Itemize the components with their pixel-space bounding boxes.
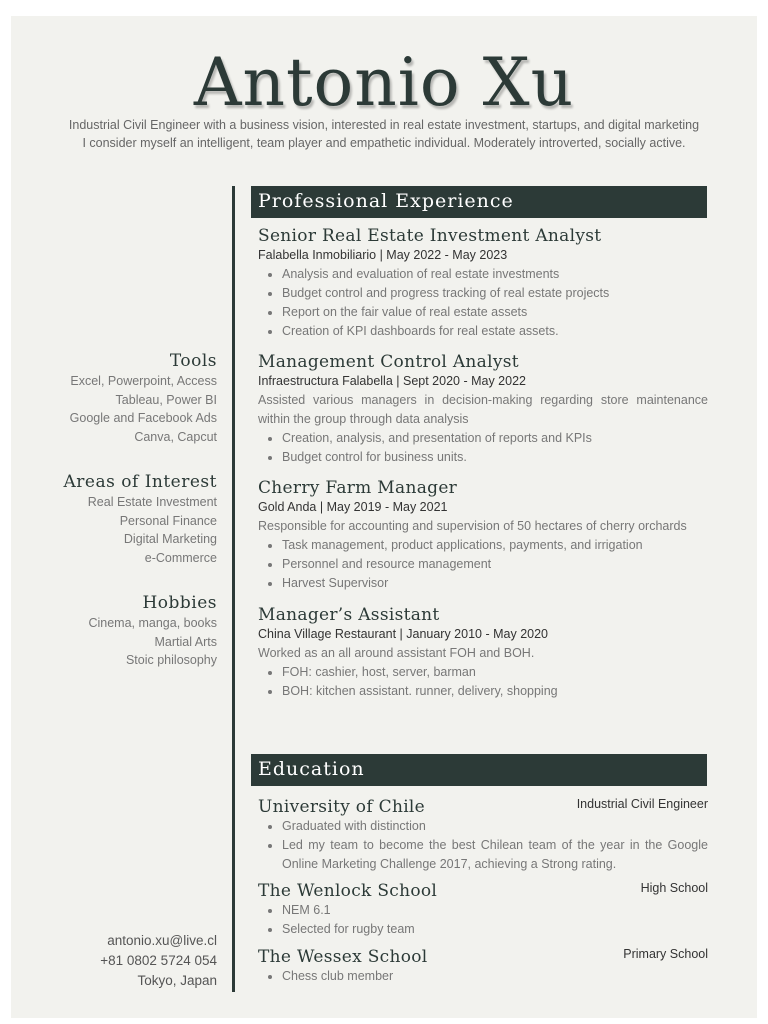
- list-item: NEM 6.1: [258, 901, 708, 920]
- list-item: Report on the fair value of real estate assets: [258, 303, 708, 322]
- list-item: Task management, product applications, payments, and irrigation: [258, 536, 708, 555]
- email-link[interactable]: antonio.xu@live.cl: [107, 933, 217, 948]
- degree-label: High School: [640, 881, 708, 895]
- school-name: The Wessex School: [258, 947, 428, 967]
- job-entry: [258, 352, 708, 467]
- education-entry: [258, 881, 708, 939]
- education-entry: [258, 947, 708, 986]
- list-item: Digital Marketing: [123, 532, 217, 546]
- job-subtitle: Infraestructura Falabella | Sept 2020 - May 2022: [258, 374, 526, 388]
- list-item: e-Commerce: [144, 550, 217, 565]
- school-name: The Wenlock School: [258, 881, 438, 901]
- job-subtitle: Falabella Inmobiliario | May 2022 - May 2023: [258, 248, 508, 262]
- section-title: Education: [258, 758, 365, 780]
- phone-number: +81 0802 5724 054: [100, 953, 217, 968]
- job-subtitle: Gold Anda | May 2019 - May 2021: [258, 500, 448, 514]
- list-item: Analysis and evaluation of real estate investments: [258, 265, 708, 284]
- list-item: Real Estate Investment: [87, 495, 217, 509]
- hobbies-section: [0, 592, 217, 670]
- education-entry: [258, 797, 708, 874]
- list-item: Cinema, manga, books: [88, 616, 217, 630]
- list-item: Selected for rugby team: [258, 920, 708, 939]
- resume-name: Antonio Xu: [193, 44, 575, 121]
- list-item: Personal Finance: [119, 513, 217, 528]
- tools-section: [0, 350, 217, 446]
- job-description: Responsible for accounting and supervision of 50 hectares of cherry orchards: [258, 519, 687, 533]
- list-item: Personnel and resource management: [258, 555, 708, 574]
- job-entry: [258, 605, 708, 701]
- job-entry: [258, 226, 708, 341]
- job-title: Manager’s Assistant: [258, 605, 440, 625]
- list-item: Graduated with distinction: [258, 817, 708, 836]
- list-item: Harvest Supervisor: [258, 574, 708, 593]
- section-title: Professional Experience: [258, 190, 514, 212]
- contact-section: [0, 931, 217, 991]
- degree-label: Industrial Civil Engineer: [576, 797, 708, 811]
- list-item: Stoic philosophy: [125, 653, 217, 667]
- degree-label: Primary School: [623, 947, 708, 961]
- section-title: Hobbies: [142, 593, 217, 613]
- job-subtitle: China Village Restaurant | January 2010 - May 2020: [258, 627, 548, 641]
- job-title: Cherry Farm Manager: [258, 478, 458, 498]
- list-item: Google and Facebook Ads: [69, 411, 217, 425]
- list-item: Canva, Capcut: [134, 429, 217, 444]
- list-item: BOH: kitchen assistant. runner, delivery, shopping: [258, 682, 708, 701]
- school-name: University of Chile: [258, 797, 426, 817]
- list-item: Martial Arts: [154, 634, 217, 649]
- list-item: FOH: cashier, host, server, barman: [258, 663, 708, 682]
- job-title: Management Control Analyst: [258, 352, 519, 372]
- location: Tokyo, Japan: [137, 973, 217, 988]
- education-banner: [251, 754, 707, 786]
- list-item: Led my team to become the best Chilean team of the year in the Google Online Marketing Challenge 2017, achieving a Strong rating.: [258, 836, 708, 874]
- job-description: Assisted various managers in decision-making regarding store maintenance within the group through data analysis: [258, 393, 708, 426]
- section-title: Tools: [169, 351, 217, 371]
- job-title: Senior Real Estate Investment Analyst: [258, 226, 602, 246]
- job-description: Worked as an all around assistant FOH and BOH.: [258, 646, 535, 660]
- section-title: Areas of Interest: [63, 472, 217, 492]
- list-item: Tableau, Power BI: [115, 392, 217, 407]
- list-item: Budget control and progress tracking of real estate projects: [258, 284, 708, 303]
- tagline-line-2: I consider myself an intelligent, team player and empathetic individual. Moderately introverted, socially active.: [82, 136, 686, 150]
- list-item: Budget control for business units.: [258, 448, 708, 467]
- column-divider: [232, 186, 235, 992]
- experience-banner: [251, 186, 707, 218]
- job-entry: [258, 478, 708, 593]
- list-item: Chess club member: [258, 967, 708, 986]
- tagline-line-1: Industrial Civil Engineer with a business vision, interested in real estate investment, startups, and digital marketing: [68, 118, 700, 132]
- list-item: Creation of KPI dashboards for real estate assets.: [258, 322, 708, 341]
- list-item: Excel, Powerpoint, Access: [70, 374, 217, 388]
- list-item: Creation, analysis, and presentation of reports and KPIs: [258, 429, 708, 448]
- interests-section: [0, 471, 217, 567]
